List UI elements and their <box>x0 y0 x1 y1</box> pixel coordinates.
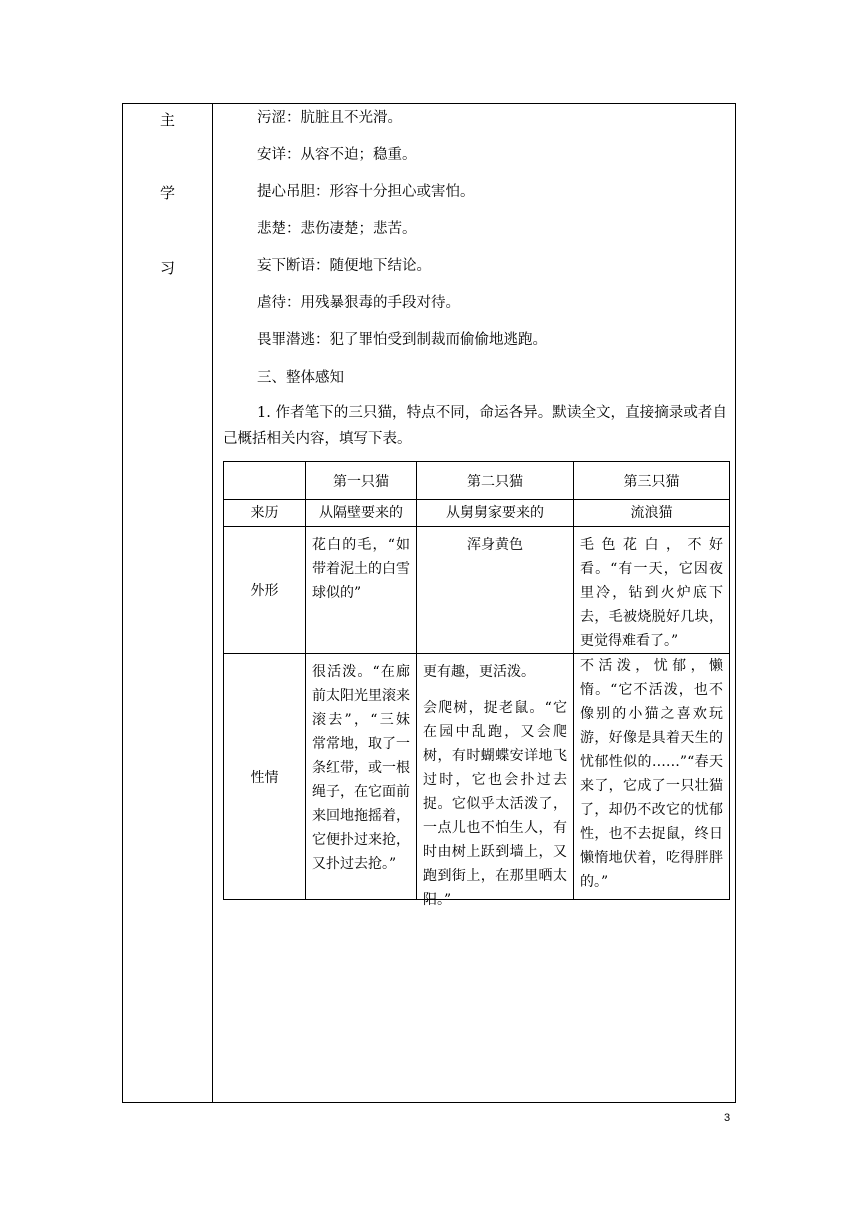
cell-text: 不活泼，忧郁，懒惰。“它不活泼，也不像别的小猫之喜欢玩游，好像是具着天生的忧郁性似的……”“春天来了，它成了一只壮猫了，却仍不改它的忧郁性，也不去捉鼠，终日懒惰地伏着，吃得胖胖的。” <box>580 658 723 890</box>
content-area <box>213 104 735 1102</box>
definition-item: 妄下断语：随便地下结论。 <box>257 258 431 274</box>
table-cell: 从舅舅家要来的 <box>417 500 574 527</box>
page-number: 3 <box>724 1112 731 1124</box>
definition-item: 污涩：肮脏且不光滑。 <box>257 110 402 126</box>
table-cell: 花白的毛，“如带着泥土的白雪球似的” <box>306 527 417 654</box>
table-cell <box>306 654 417 900</box>
side-label-char-2: 学 <box>159 184 175 202</box>
row-label: 外形 <box>224 527 306 654</box>
row-label: 性情 <box>224 654 306 900</box>
table-cell: 浑身黄色 <box>417 527 574 654</box>
table-row-origin <box>224 500 730 527</box>
cats-comparison-table <box>223 461 730 908</box>
definition-item: 悲楚：悲伤凄楚；悲苦。 <box>257 221 417 237</box>
cell-text: 很活泼。“在廊前太阳光里滚来滚去”，“三妹常常地，取了一条红带，或一根绳子，在它面前来回地拖摇着，它便扑过来抢，又扑过去抢。” <box>312 664 410 872</box>
table-cell: 流浪猫 <box>574 500 730 527</box>
section-heading: 三、整体感知 <box>257 370 344 386</box>
table-header-row <box>224 462 730 500</box>
definition-item: 畏罪潜逃：犯了罪怕受到制裁而偷偷地逃跑。 <box>257 332 547 348</box>
cell-text-wrapper <box>423 660 567 908</box>
table-row-temperament <box>224 654 730 900</box>
table-header-cell <box>224 462 306 500</box>
table-cell: 毛色花白，不好看。“有一天，它因夜里冷，钻到火炉底下去，毛被烧脱好几块，更觉得难看了。” <box>574 527 730 654</box>
cell-paragraph: 会爬树，捉老鼠。“它在园中乱跑，又会爬树，有时蝴蝶安详地飞过时，它也会扑过去捉。它似乎太活泼了，一点儿也不怕生人，有时由树上跃到墙上，又跑到街上，在那里晒太阳。” <box>423 700 567 908</box>
side-label-char-3: 习 <box>159 259 175 277</box>
definition-item: 安详：从容不迫；稳重。 <box>257 147 417 163</box>
row-label: 来历 <box>224 500 306 527</box>
table-row-appearance <box>224 527 730 654</box>
task-instruction: 1. 作者笔下的三只猫，特点不同，命运各异。默读全文，直接摘录或者自己概括相关内容，填写下表。 <box>223 405 727 447</box>
cell-paragraph: 更有趣，更活泼。 <box>423 664 535 680</box>
table-cell <box>574 654 730 900</box>
definition-item: 虐待：用残暴狠毒的手段对待。 <box>257 295 460 311</box>
table-cell <box>417 654 574 908</box>
worksheet-frame <box>122 103 736 1103</box>
definition-item: 提心吊胆：形容十分担心或害怕。 <box>257 184 475 200</box>
table-header-cell: 第三只猫 <box>574 462 730 500</box>
table-header-cell: 第二只猫 <box>417 462 574 500</box>
side-label-char-1: 主 <box>159 111 175 129</box>
table-header-cell: 第一只猫 <box>306 462 417 500</box>
table-cell: 从隔壁要来的 <box>306 500 417 527</box>
